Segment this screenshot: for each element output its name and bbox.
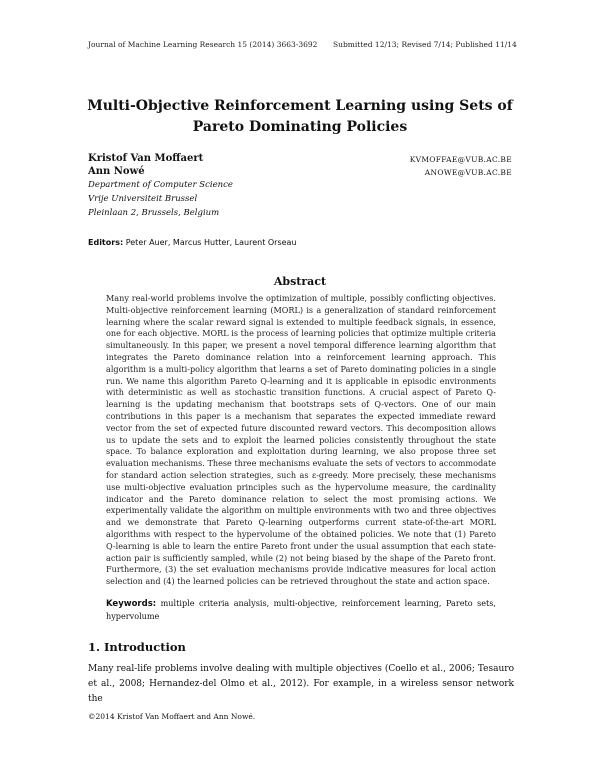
keywords-text: multiple criteria analysis, multi-objective, reinforcement learning, Pareto sets, hypervolume: [106, 598, 496, 621]
editors-label: Editors:: [88, 238, 124, 247]
author-email-1[interactable]: KVMOFFAE@VUB.AC.BE: [409, 155, 512, 164]
editors-line: [88, 238, 297, 247]
affiliation-address: Pleinlaan 2, Brussels, Belgium: [88, 208, 220, 218]
title-line-2: Pareto Dominating Policies: [192, 119, 408, 135]
affiliation: [88, 178, 233, 220]
keywords: [106, 598, 496, 623]
introduction-text: Many real-life problems involve dealing with multiple objectives (Coello et al., 2006; Tesauro et al., 2008; Hernandez-del Olmo et al., 2012). For example, in a wireless sensor network the: [88, 664, 514, 704]
journal-header: Journal of Machine Learning Research 15 (2014) 3663-3692: [88, 40, 318, 49]
editors-names: Peter Auer, Marcus Hutter, Laurent Orseau: [125, 238, 297, 247]
copyright-footer: ©2014 Kristof Van Moffaert and Ann Nowé.: [88, 712, 256, 721]
abstract-text: Many real-world problems involve the optimization of multiple, possibly conflicting objectives. Multi-objective reinforcement learning (MORL) is a generalization of standard reinforcement learning where the scalar reward signal is extended to multiple feedback signals, in essence, one for each objective. MORL is the process of learning policies that optimize multiple criteria simultaneously. In this paper, we present a novel temporal difference learning algorithm that integrates the Pareto dominance relation into a reinforcement learning approach. This algorithm is a multi-policy algorithm that learns a set of Pareto dominating policies in a single run. We name this algorithm Pareto Q-learning and it is applicable in episodic environments with deterministic as well as stochastic transition functions. A crucial aspect of Pareto Q-learning is the updating mechanism that bootstraps sets of Q-vectors. One of our main contributions in this paper is a mechanism that separates the expected immediate reward vector from the set of expected future discounted reward vectors. This decomposition allows us to update the sets and to exploit the learned policies consistently throughout the state space. To balance exploration and exploitation during learning, we also propose three set evaluation mechanisms. These three mechanisms evaluate the sets of vectors to accommodate for standard action selection strategies, such as ε-greedy. More precisely, these mechanisms use multi-objective evaluation principles such as the hypervolume measure, the cardinality indicator and the Pareto dominance relation to select the most promising actions. We experimentally validate the algorithm on multiple environments with two and three objectives and we demonstrate that Pareto Q-learning outperforms current state-of-the-art MORL algorithms with respect to the hypervolume of the obtained policies. We note that (1) Pareto Q-learning is able to learn the entire Pareto front under the usual assumption that each state-action pair is sufficiently sampled, while (2) not being biased by the shape of the Pareto front. Furthermore, (3) the set evaluation mechanisms provide indicative measures for local action selection and (4) the learned policies can be retrieved throughout the state and action space.: [106, 293, 496, 587]
paper-title: [0, 96, 600, 138]
title-line-1: Multi-Objective Reinforcement Learning using Sets of: [87, 98, 513, 114]
author-name-2: Ann Nowé: [88, 166, 145, 177]
author-email-2[interactable]: ANOWE@VUB.AC.BE: [424, 168, 512, 177]
keywords-label: Keywords:: [106, 599, 157, 609]
submission-dates: Submitted 12/13; Revised 7/14; Published 11/14: [333, 40, 517, 49]
affiliation-department: Department of Computer Science: [88, 180, 233, 190]
section-heading-introduction: 1. Introduction: [88, 640, 186, 654]
abstract-heading: Abstract: [273, 275, 327, 288]
affiliation-university: Vrije Universiteit Brussel: [88, 194, 198, 204]
author-name-1: Kristof Van Moffaert: [88, 153, 204, 164]
